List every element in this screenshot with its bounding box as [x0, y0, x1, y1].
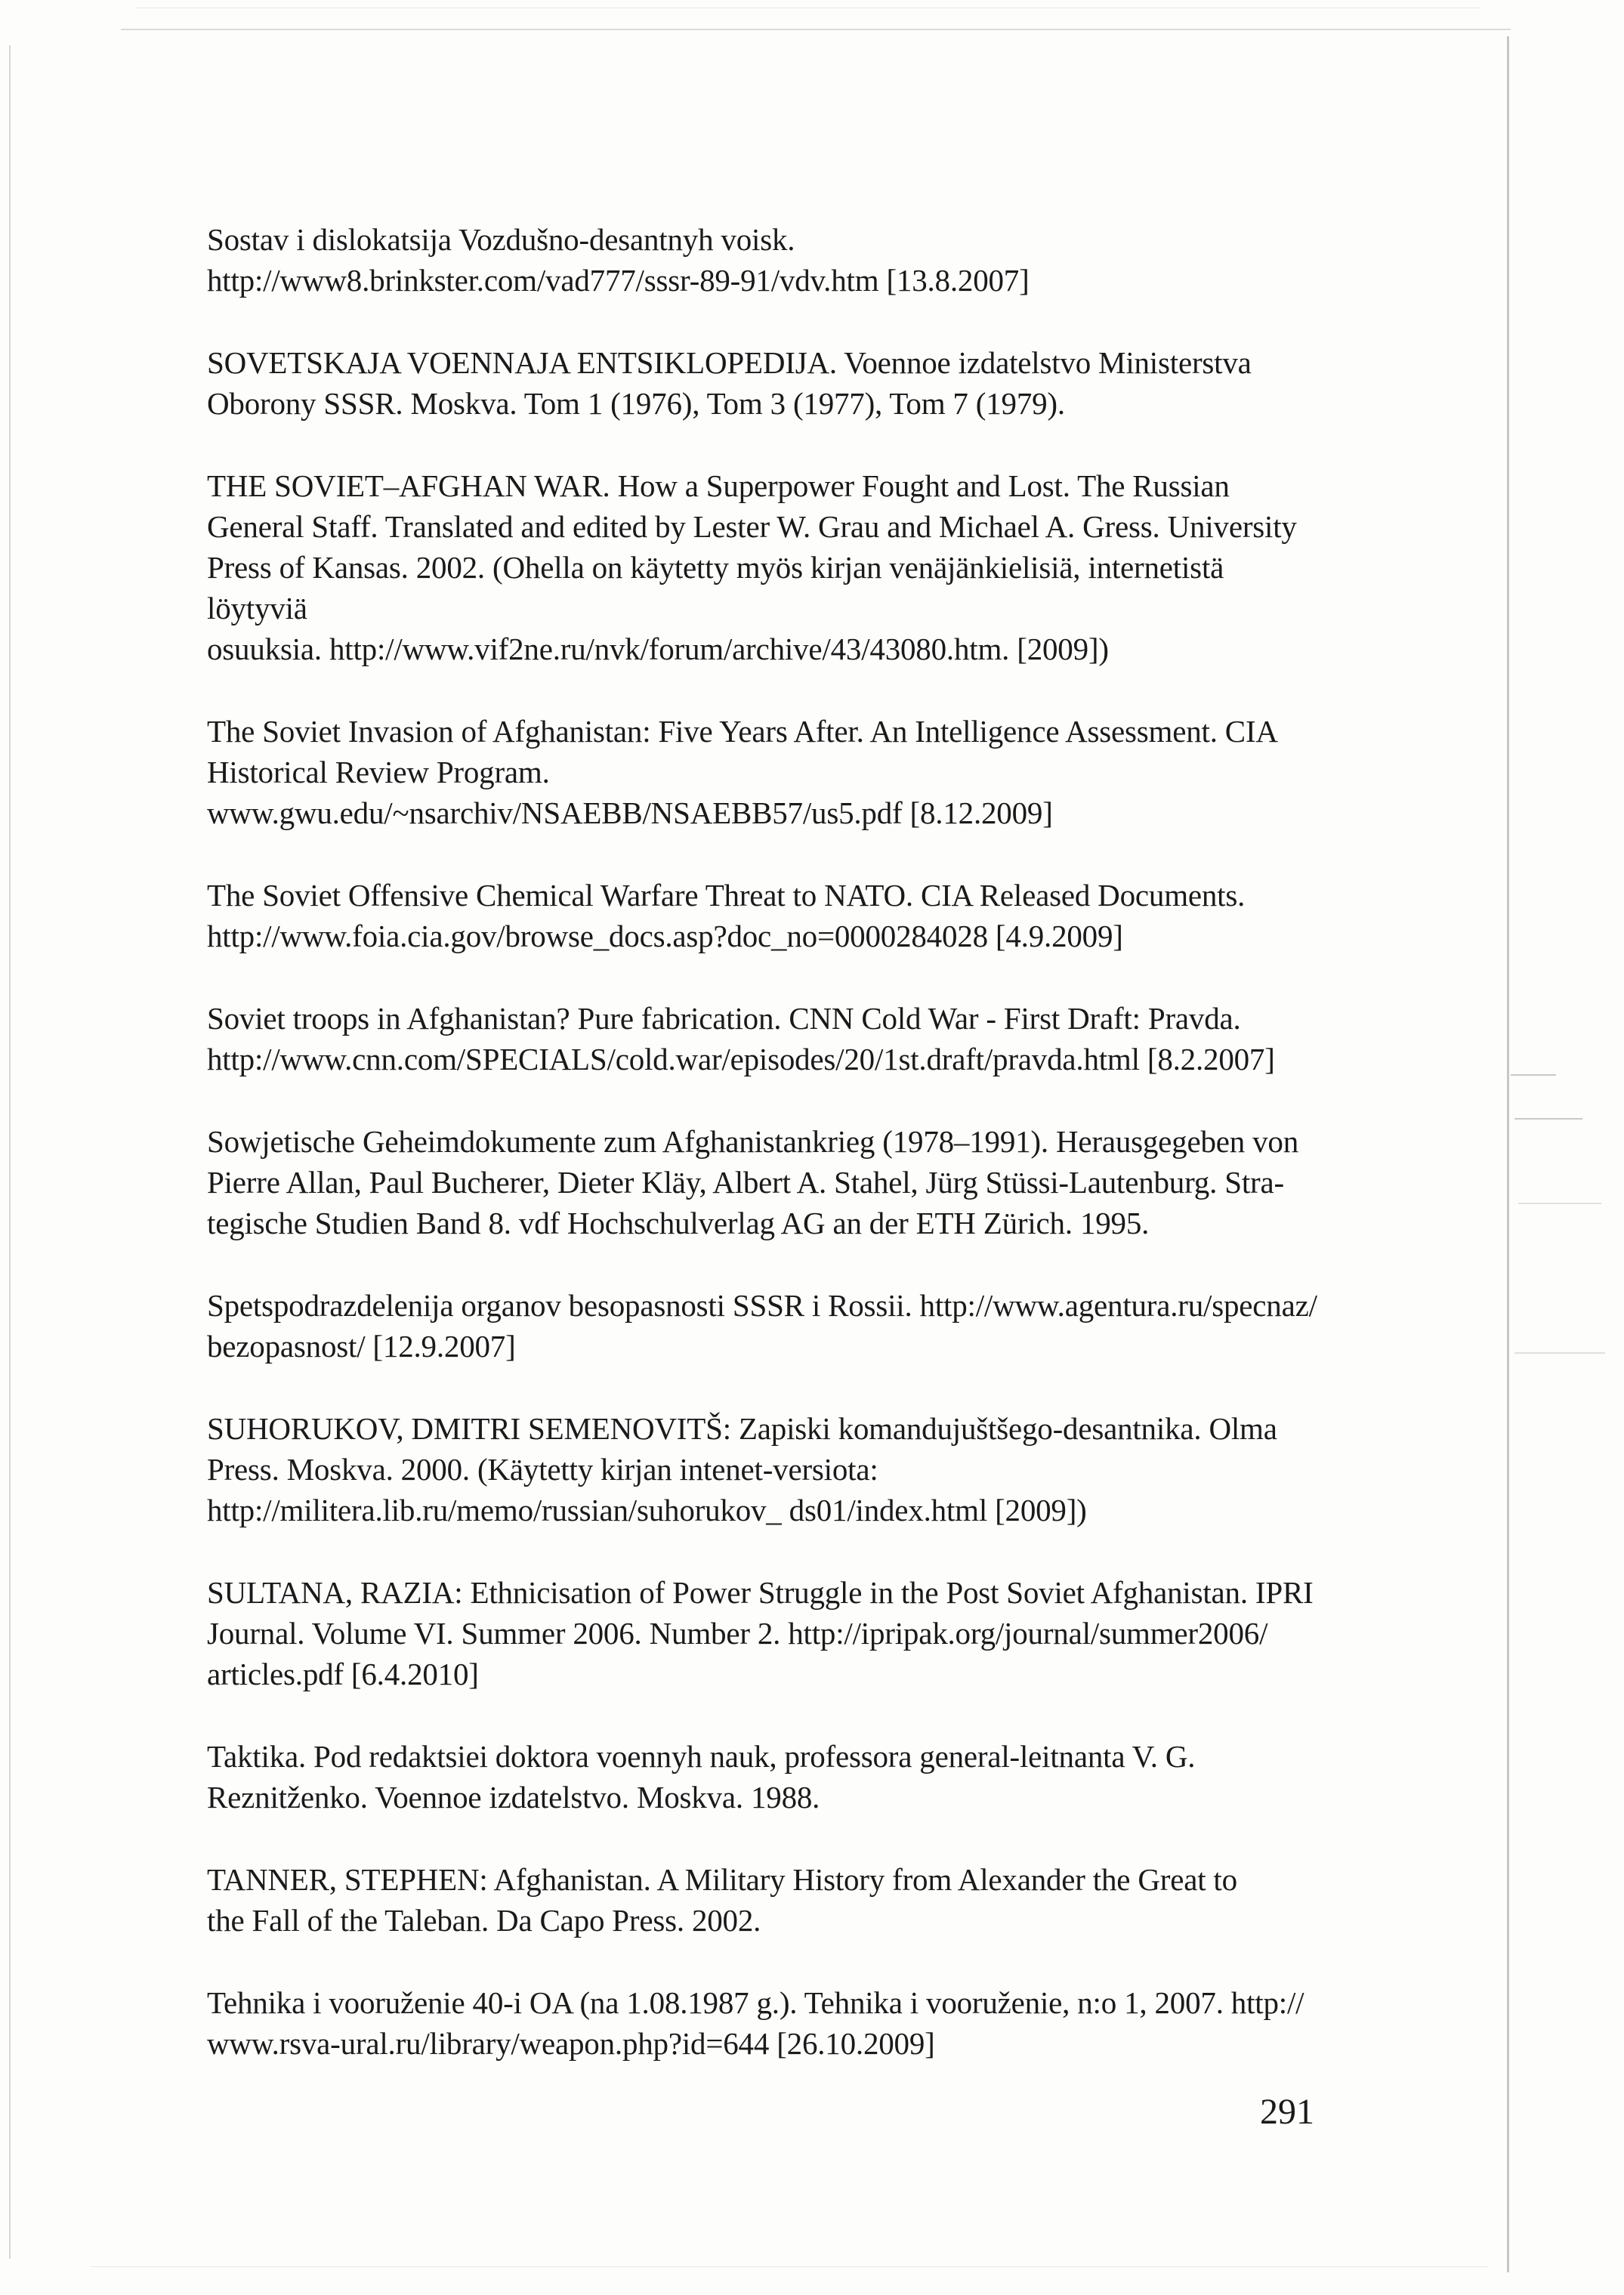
scan-edge-right — [1507, 36, 1509, 2272]
page-number: 291 — [1260, 2092, 1314, 2132]
margin-mark — [1514, 1352, 1605, 1354]
bibliography-list — [207, 219, 1317, 2105]
bibliography-entry: TANNER, STEPHEN: Afghanistan. A Military History from Alexander the Great to the Fall of the Taleban. Da Capo Press. 2002. — [207, 1862, 1237, 1938]
scan-edge-bottom — [91, 2266, 1488, 2267]
bibliography-entry: Spetspodrazdelenija organov besopasnosti SSSR i Rossii. http://www.agentura.ru/specnaz/ bezopasnost/ [12.9.2007] — [207, 1288, 1317, 1364]
bibliography-entry: Sostav i dislokatsija Vozdušno-desantnyh voisk. http://www8.brinkster.com/vad777/sssr-89-91/vdv.htm [13.8.2007] — [207, 222, 1030, 298]
margin-mark — [1514, 1118, 1582, 1120]
scan-edge-left — [9, 45, 11, 2259]
margin-mark — [1518, 1203, 1601, 1204]
bibliography-entry: SUHORUKOV, DMITRI SEMENOVITŠ: Zapiski komandujuštšego-desantnika. Olma Press. Moskva. 2000. (Käytetty kirjan intenet-versiota: http://militera.lib.ru/memo/russian/suhorukov_ ds01/index.html [2009]) — [207, 1411, 1277, 1527]
bibliography-entry: The Soviet Invasion of Afghanistan: Five Years After. An Intelligence Assessment. CIA Historical Review Program. www.gwu.edu/~nsarchiv/NSAEBB/NSAEBB57/us5.pdf [8.12.2009] — [207, 714, 1278, 830]
bibliography-entry: SOVETSKAJA VOENNAJA ENTSIKLOPEDIJA. Voennoe izdatelstvo Ministerstva Oborony SSSR. Moskva. Tom 1 (1976), Tom 3 (1977), Tom 7 (1979). — [207, 345, 1252, 421]
bibliography-entry: THE SOVIET–AFGHAN WAR. How a Superpower Fought and Lost. The Russian General Staff. Translated and edited by Lester W. Grau and Michael A. Gress. University Press of Kansas. 2002. (Ohella on käytetty myös kirjan venäjänkielisiä, internetistä löytyviä osuuksia. http://www.vif2ne.ru/nvk/forum/archive/43/43080.htm. [2009]) — [207, 468, 1297, 666]
bibliography-entry: The Soviet Offensive Chemical Warfare Threat to NATO. CIA Released Documents. http://www.foia.cia.gov/browse_docs.asp?doc_no=0000284028 [4.9.2009] — [207, 878, 1246, 953]
margin-mark — [1511, 1074, 1556, 1076]
bibliography-entry: Sowjetische Geheimdokumente zum Afghanistankrieg (1978–1991). Herausgegeben von Pierre Allan, Paul Bucherer, Dieter Kläy, Albert A. Stahel, Jürg Stüssi-Lautenburg. Stra- tegische Studien Band 8. vdf Hochschulverlag AG an der ETH Zürich. 1995. — [207, 1124, 1299, 1240]
bibliography-entry: Soviet troops in Afghanistan? Pure fabrication. CNN Cold War - First Draft: Pravda. http://www.cnn.com/SPECIALS/cold.war/episodes/20/1st.draft/pravda.html [8.2.2007] — [207, 1001, 1275, 1076]
scan-edge-top — [121, 29, 1511, 30]
bibliography-entry: Taktika. Pod redaktsiei doktora voennyh nauk, professora general-leitnanta V. G. Reznitženko. Voennoe izdatelstvo. Moskva. 1988. — [207, 1739, 1196, 1815]
bibliography-entry: SULTANA, RAZIA: Ethnicisation of Power Struggle in the Post Soviet Afghanistan. IPRI Journal. Volume VI. Summer 2006. Number 2. http://ipripak.org/journal/summer2006/ articles.pdf [6.4.2010] — [207, 1575, 1314, 1691]
bibliography-entry: Tehnika i vooruženie 40-i OA (na 1.08.1987 g.). Tehnika i vooruženie, n:o 1, 2007. http:// www.rsva-ural.ru/library/weapon.php?id=644 [26.10.2009] — [207, 1985, 1304, 2061]
